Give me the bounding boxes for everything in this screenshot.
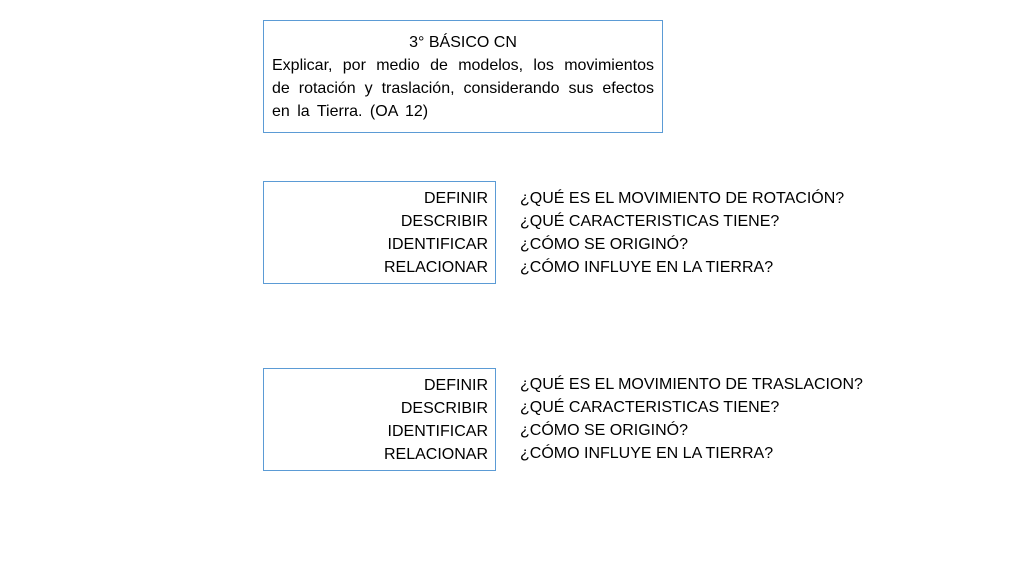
objective-text: Explicar, por medio de modelos, los movimientos de rotación y traslación, considerando sus efectos en la Tierra. (OA 12) [272, 57, 654, 120]
rotation-questions [520, 187, 844, 279]
objective-title: 3° BÁSICO CN [409, 34, 517, 51]
question-item: ¿QUÉ ES EL MOVIMIENTO DE TRASLACION? [520, 376, 863, 393]
question-item: ¿QUÉ ES EL MOVIMIENTO DE ROTACIÓN? [520, 190, 845, 207]
translation-questions [520, 373, 863, 465]
verb-item: IDENTIFICAR [387, 236, 488, 253]
question-item: ¿QUÉ CARACTERISTICAS TIENE? [520, 399, 780, 416]
verb-item: DEFINIR [424, 377, 488, 394]
translation-verbs-box [263, 368, 496, 471]
objective-box [263, 20, 663, 133]
question-item: ¿QUÉ CARACTERISTICAS TIENE? [520, 213, 780, 230]
verb-item: RELACIONAR [383, 259, 488, 276]
rotation-verbs-box [263, 181, 496, 284]
verb-item: DEFINIR [424, 190, 488, 207]
verb-item: DESCRIBIR [400, 400, 488, 417]
question-item: ¿CÓMO SE ORIGINÓ? [520, 422, 689, 439]
verb-item: DESCRIBIR [400, 213, 488, 230]
question-item: ¿CÓMO SE ORIGINÓ? [520, 236, 689, 253]
verb-item: IDENTIFICAR [387, 423, 488, 440]
question-item: ¿CÓMO INFLUYE EN LA TIERRA? [520, 259, 774, 276]
verb-item: RELACIONAR [383, 446, 488, 463]
question-item: ¿CÓMO INFLUYE EN LA TIERRA? [520, 445, 774, 462]
